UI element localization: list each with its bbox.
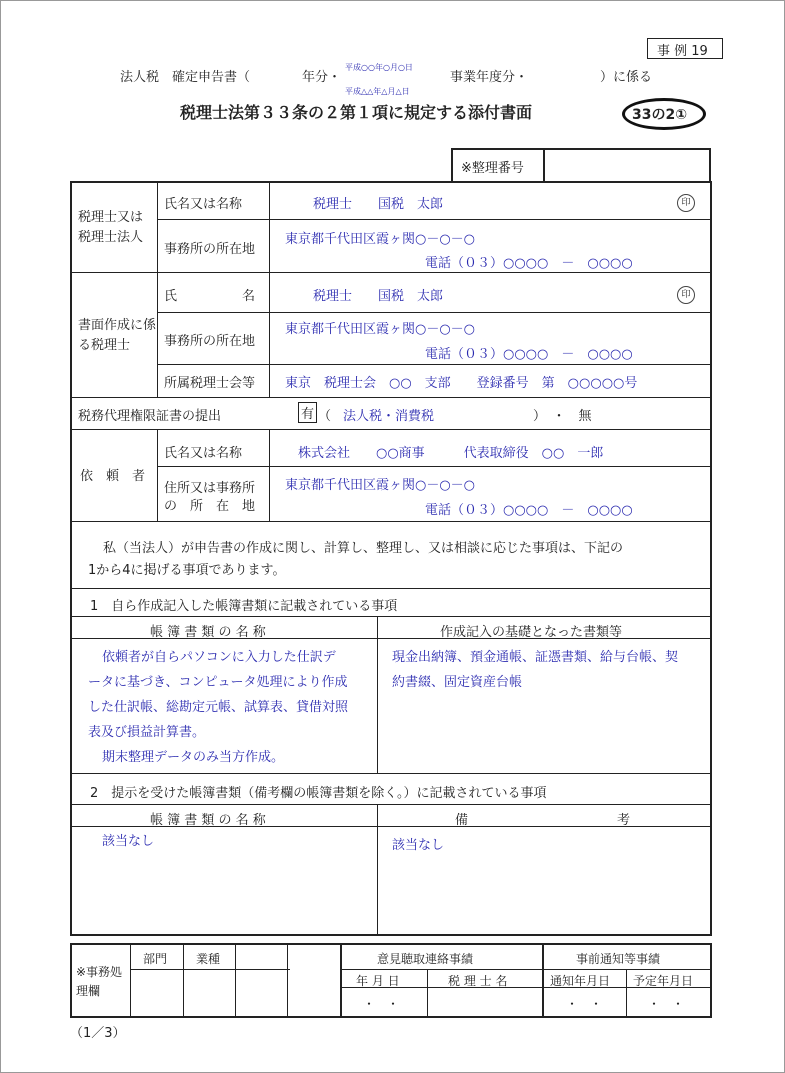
form-badge-text: 33の2① [632, 107, 688, 123]
section1-right-1: 現金出納簿、預金通帳、証憑書類、給与台帳、契 [392, 650, 679, 665]
statement-line-2: 1から4に掲げる事項であります。 [88, 563, 286, 578]
section1-left-5: 期末整理データのみ当方作成。 [102, 750, 285, 765]
preparer-section-label: 書面作成に係る税理士 [78, 318, 157, 353]
prep-office-tel: 電話（０３）○○○○ － ○○○○ [425, 347, 633, 362]
tax-accountant-section-label: 税理士又は税理士法人 [78, 210, 144, 245]
section1-left-4: 表及び損益計算書。 [88, 725, 206, 740]
section2-col-right-b: 考 [617, 813, 631, 828]
client-name-value: 株式会社 ○○商事 代表取締役 ○○ 一郎 [298, 446, 604, 461]
office-use-label: ※事務処理欄 [76, 965, 123, 998]
opinion-date-dots: ・ ・ [363, 997, 400, 1011]
section2-right-value: 該当なし [392, 838, 445, 853]
section2-left-value: 該当なし [102, 834, 155, 849]
dept-label: 部門 [143, 952, 168, 966]
industry-label: 業種 [196, 952, 221, 966]
proxy-open: （ [318, 409, 332, 424]
notice-date-dots: ・ ・ [566, 997, 603, 1011]
ta-seal: 印 [677, 194, 695, 212]
ta-office-addr: 東京都千代田区霞ヶ関○－○－○ [285, 232, 476, 247]
ymd-label: 年 月 日 [356, 974, 400, 988]
section1-title: 1 自ら作成記入した帳簿書類に記載されている事項 [90, 599, 398, 614]
section1-left-1: 依頼者が自らパソコンに入力した仕訳デ [102, 650, 336, 665]
section1-right-2: 約書綴、固定資産台帳 [392, 675, 523, 690]
ta-office-label: 事務所の所在地 [164, 242, 256, 257]
section1-left-2: ータに基づき、コンピュータ処理により作成 [88, 675, 348, 690]
planned-date-dots: ・ ・ [648, 997, 685, 1011]
prep-seal: 印 [677, 286, 695, 304]
prep-name-value: 税理士 国税 太郎 [313, 289, 444, 304]
opinion-title: 意見聴取連絡事績 [377, 952, 474, 966]
client-addr-label-1: 住所又は事務所 [164, 481, 256, 496]
prep-office-label: 事務所の所在地 [164, 334, 256, 349]
section1-col-left: 帳 簿 書 類 の 名 称 [150, 625, 266, 640]
header-date-from: 平成○○年○月○日 [345, 63, 413, 72]
section1-left-3: した仕訳帳、総勘定元帳、試算表、貸借対照 [88, 700, 349, 715]
prep-name-label: 氏 名 [164, 289, 256, 304]
ref-number-label: ※整理番号 [461, 161, 524, 176]
header-line-c: 事業年度分・ [450, 70, 529, 85]
header-date-to: 平成△△年△月△日 [345, 87, 410, 96]
section2-col-right-a: 備 [455, 813, 469, 828]
accountant-name-label: 税 理 士 名 [448, 974, 508, 988]
ta-name-value: 税理士 国税 太郎 [313, 197, 444, 212]
page-title: 税理士法第３３条の２第１項に規定する添付書面 [180, 103, 533, 122]
ta-office-tel: 電話（０３）○○○○ － ○○○○ [425, 256, 633, 271]
section2-col-left: 帳 簿 書 類 の 名 称 [150, 813, 266, 828]
proxy-label: 税務代理権限証書の提出 [78, 409, 222, 424]
header-line-d: ）に係る [600, 70, 653, 85]
prep-assoc-value: 東京 税理士会 ○○ 支部 登録番号 第 ○○○○○号 [285, 376, 638, 391]
header-line-b: 年分・ [302, 70, 342, 85]
client-section-label: 依 頼 者 [80, 469, 146, 484]
notice-title: 事前通知等事績 [576, 952, 661, 966]
section2-title: 2 提示を受けた帳簿書類（備考欄の帳簿書類を除く。）に記載されている事項 [90, 786, 547, 801]
prep-office-addr: 東京都千代田区霞ヶ関○－○－○ [285, 322, 476, 337]
ta-name-label: 氏名又は名称 [164, 197, 243, 212]
prep-assoc-label: 所属税理士会等 [164, 376, 256, 391]
client-name-label: 氏名又は名称 [164, 446, 243, 461]
case-number: 事 例 19 [657, 44, 708, 59]
client-tel: 電話（０３）○○○○ － ○○○○ [425, 503, 633, 518]
planned-date-label: 予定年月日 [633, 974, 694, 988]
section1-col-right: 作成記入の基礎となった書類等 [440, 625, 623, 640]
page-number: （1／3） [70, 1026, 126, 1041]
proxy-close: ） ・ 無 [533, 409, 592, 424]
header-line-a: 法人税 確定申告書（ [120, 70, 251, 85]
client-addr-value: 東京都千代田区霞ヶ関○－○－○ [285, 478, 476, 493]
proxy-yes-box: 有 [298, 402, 317, 423]
statement-line-1: 私（当法人）が申告書の作成に関し、計算し、整理し、又は相談に応じた事項は、下記の [103, 541, 624, 556]
client-addr-label-2: の 所 在 地 [164, 499, 256, 514]
proxy-detail: 法人税・消費税 [343, 409, 435, 424]
notice-date-label: 通知年月日 [550, 974, 611, 988]
